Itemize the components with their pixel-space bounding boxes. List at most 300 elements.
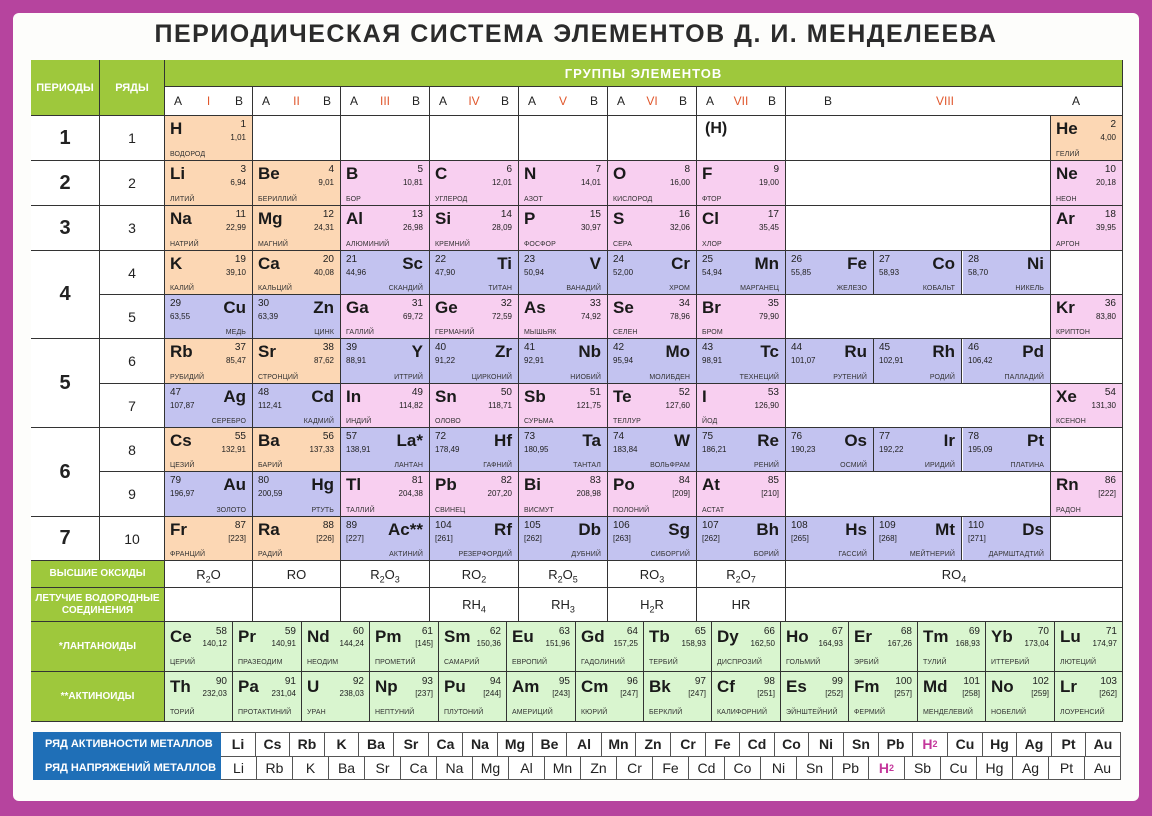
element-h[interactable] [165, 116, 253, 161]
element-mass: 87,62 [313, 356, 334, 365]
period-number: 4 [31, 251, 99, 338]
element-ru[interactable] [786, 339, 874, 384]
element-li[interactable] [165, 161, 253, 206]
element-symbol: I [702, 387, 707, 406]
element-na[interactable] [165, 206, 253, 251]
element-mass: 127,60 [665, 401, 690, 410]
element-symbol: Os [844, 431, 867, 450]
element-au[interactable] [165, 472, 253, 517]
element-si[interactable] [430, 206, 519, 251]
element-ca[interactable] [253, 251, 341, 295]
element-v[interactable] [519, 251, 608, 295]
element-number: 107 [702, 520, 719, 531]
group-roman-label: III [379, 94, 390, 108]
actinides-cf[interactable] [712, 672, 781, 722]
row-number: 5 [100, 295, 164, 338]
element-he[interactable] [1051, 116, 1123, 161]
element-symbol: Sr [258, 342, 276, 361]
element-mass: 137,33 [309, 445, 334, 454]
element-number: 64 [626, 626, 638, 637]
element-ga[interactable] [341, 295, 430, 339]
element-mt[interactable] [874, 517, 962, 561]
group-subheader-5 [519, 87, 608, 116]
element-number: 105 [524, 520, 541, 531]
element-name: ГЕЛИЙ [1056, 151, 1080, 158]
element-mass: 4,00 [1100, 133, 1116, 142]
element-symbol: Ac** [388, 520, 423, 539]
element-number: 1 [240, 119, 246, 130]
element-symbol: Hs [845, 520, 867, 539]
hydrogen-subscript: 2 [932, 739, 938, 749]
element-mg[interactable] [253, 206, 341, 251]
element-symbol: Br [702, 298, 721, 317]
lanthanides-er[interactable] [849, 622, 918, 672]
element-nb[interactable] [519, 339, 608, 384]
element-bh[interactable] [697, 517, 786, 561]
element-name: ЦИРКОНИЙ [471, 374, 512, 381]
element-name: ПАЛЛАДИЙ [1004, 374, 1044, 381]
lanthanides-nd[interactable] [302, 622, 370, 672]
oxides-1 [165, 561, 253, 588]
element-name: КРЕМНИЙ [435, 241, 471, 248]
element-symbol: Au [223, 475, 246, 494]
element-h2[interactable] [697, 116, 786, 161]
element-symbol: Mn [754, 254, 779, 273]
activity-series-item: Hg [983, 732, 1017, 756]
element-kr[interactable] [1051, 295, 1123, 339]
lanthanides-dy[interactable] [712, 622, 781, 672]
actinides-es[interactable] [781, 672, 849, 722]
element-ti[interactable] [430, 251, 519, 295]
actinides-np[interactable] [370, 672, 439, 722]
activity-series-item: Be [533, 732, 567, 756]
group-a-label: A [706, 94, 715, 108]
lanthanides-eu[interactable] [507, 622, 576, 672]
element-name: ПОЛОНИЙ [613, 507, 650, 514]
lanthanides-pm[interactable] [370, 622, 439, 672]
element-cr[interactable] [608, 251, 697, 295]
period-6 [31, 428, 100, 517]
element-symbol: W [673, 431, 690, 450]
actinides-am[interactable] [507, 672, 576, 722]
element-tc[interactable] [697, 339, 786, 384]
element-symbol: Bk [649, 677, 671, 696]
element-number: 56 [322, 431, 334, 442]
lanthanides-ho[interactable] [781, 622, 849, 672]
element-k[interactable] [165, 251, 253, 295]
lanthanides-tb[interactable] [644, 622, 712, 672]
element-hf[interactable] [430, 428, 519, 472]
element-mass: 196,97 [170, 489, 195, 498]
element-ta[interactable] [519, 428, 608, 472]
element-number: 68 [900, 626, 912, 637]
empty-cell [786, 295, 1051, 339]
element-xe[interactable] [1051, 384, 1123, 428]
element-name: НЕПТУНИЙ [375, 709, 415, 716]
element-pt[interactable] [963, 428, 1051, 472]
element-mass: 232,03 [202, 689, 227, 698]
element-name: НИОБИЙ [570, 374, 601, 381]
element-name: ТЕЛЛУР [613, 418, 641, 425]
element-symbol: Eu [512, 627, 534, 646]
hydrides-formula [430, 597, 518, 615]
oxides-formula [341, 567, 429, 585]
oxides-5 [519, 561, 608, 588]
element-name: ГАФНИЙ [483, 462, 512, 469]
element-name: ФТОР [702, 196, 722, 203]
element-hg[interactable] [253, 472, 341, 517]
element-mass: 83,80 [1095, 312, 1116, 321]
element-name: КИСЛОРОД [613, 196, 653, 203]
element-mass: 24,31 [313, 223, 334, 232]
lanthanides-pr[interactable] [233, 622, 302, 672]
element-be[interactable] [253, 161, 341, 206]
element-as[interactable] [519, 295, 608, 339]
element-po[interactable] [608, 472, 697, 517]
element-mass: 132,91 [221, 445, 246, 454]
element-symbol: Rn [1056, 475, 1079, 494]
element-mass: [271] [968, 534, 986, 543]
element-mass: 22,99 [225, 223, 246, 232]
activity-series-item: Cr [671, 732, 706, 756]
element-name: ПЛУТОНИЙ [444, 709, 484, 716]
element-ac[interactable] [341, 517, 430, 561]
element-b[interactable] [341, 161, 430, 206]
actinides-u[interactable] [302, 672, 370, 722]
element-number: 4 [328, 164, 334, 175]
element-number: 90 [215, 676, 227, 687]
element-mass: 28,09 [491, 223, 512, 232]
group-subheader-6 [608, 87, 697, 116]
element-mn[interactable] [697, 251, 786, 295]
element-number: 35 [767, 298, 779, 309]
element-rb[interactable] [165, 339, 253, 384]
element-symbol: Ta [582, 431, 601, 450]
element-symbol: No [991, 677, 1014, 696]
element-number: 43 [702, 342, 714, 353]
element-name: МЕНДЕЛЕВИЙ [923, 709, 973, 716]
element-name: МЫШЬЯК [524, 329, 557, 336]
element-number: 98 [763, 676, 775, 687]
element-symbol: Si [435, 209, 452, 228]
oxides-2 [253, 561, 341, 588]
element-name: ТЕРБИЙ [649, 659, 678, 666]
element-ni[interactable] [963, 251, 1051, 295]
element-pb[interactable] [430, 472, 519, 517]
lanthanides-lu[interactable] [1055, 622, 1123, 672]
actinides-pu[interactable] [439, 672, 507, 722]
element-symbol: Ag [223, 387, 246, 406]
element-number: 37 [234, 342, 246, 353]
element-number: 27 [879, 254, 891, 265]
element-br[interactable] [697, 295, 786, 339]
actinides-md[interactable] [918, 672, 986, 722]
element-w[interactable] [608, 428, 697, 472]
element-name: ДУБНИЙ [571, 551, 601, 558]
hydrides-label-text: ЛЕТУЧИЕ ВОДОРОДНЫЕ СОЕДИНЕНИЯ [35, 593, 160, 616]
element-mass: [262] [702, 534, 720, 543]
period-number: 6 [31, 428, 99, 516]
element-symbol: Na [170, 209, 192, 228]
activity-series-item: Ni [809, 732, 844, 756]
element-name: ПРАЗЕОДИМ [238, 659, 283, 666]
element-symbol: Nd [307, 627, 330, 646]
element-number: 110 [968, 520, 984, 531]
voltage-series-item: K [293, 756, 329, 780]
element-cu[interactable] [165, 295, 253, 339]
element-ds[interactable] [963, 517, 1051, 561]
element-symbol: Md [923, 677, 948, 696]
formula-base: RH [551, 597, 570, 612]
element-ra[interactable] [253, 517, 341, 561]
element-rf[interactable] [430, 517, 519, 561]
element-symbol: Sc [402, 254, 423, 273]
element-number: 57 [346, 431, 358, 442]
element-symbol: Li [170, 164, 186, 183]
oxides-formula [786, 567, 1122, 585]
activity-series-item: Cu [948, 732, 983, 756]
element-number: 44 [791, 342, 803, 353]
actinides-pa[interactable] [233, 672, 302, 722]
element-name: УГЛЕРОД [435, 196, 468, 203]
element-mass: 39,95 [1095, 223, 1116, 232]
element-name: АСТАТ [702, 507, 725, 514]
element-name: КРИПТОН [1056, 329, 1090, 336]
element-number: 62 [489, 626, 501, 637]
lanthanides-tm[interactable] [918, 622, 986, 672]
element-sb[interactable] [519, 384, 608, 428]
element-mass: 98,91 [702, 356, 723, 365]
lanthanides-yb[interactable] [986, 622, 1055, 672]
period-number: 3 [31, 206, 99, 250]
row-3 [100, 206, 165, 251]
oxides-8 [786, 561, 1123, 588]
element-hs[interactable] [786, 517, 874, 561]
group-b-label: B [824, 94, 833, 108]
element-i[interactable] [697, 384, 786, 428]
element-name: СЕРЕБРО [211, 418, 246, 425]
element-p[interactable] [519, 206, 608, 251]
element-rh[interactable] [874, 339, 962, 384]
element-number: 18 [1104, 209, 1116, 220]
voltage-series-item: Ba [329, 756, 365, 780]
element-name: РЕНИЙ [754, 462, 779, 469]
lanthanides-gd[interactable] [576, 622, 644, 672]
actinides-fm[interactable] [849, 672, 918, 722]
row-6 [100, 339, 165, 384]
element-o[interactable] [608, 161, 697, 206]
voltage-series-item: Sr [365, 756, 401, 780]
element-symbol: Pb [435, 475, 457, 494]
element-mass: 54,94 [702, 268, 723, 277]
element-symbol: Pd [1022, 342, 1044, 361]
element-db[interactable] [519, 517, 608, 561]
formula-mid: R [654, 597, 664, 612]
element-mass: [145] [415, 639, 433, 648]
element-cl[interactable] [697, 206, 786, 251]
element-al[interactable] [341, 206, 430, 251]
element-mass: [251] [757, 689, 775, 698]
element-name: ГАДОЛИНИЙ [581, 659, 625, 666]
oxides-formula [253, 567, 340, 585]
element-zr[interactable] [430, 339, 519, 384]
element-symbol: Pu [444, 677, 466, 696]
actinides-bk[interactable] [644, 672, 712, 722]
element-se[interactable] [608, 295, 697, 339]
element-symbol: Xe [1056, 387, 1077, 406]
element-ir[interactable] [874, 428, 962, 472]
actinides-th[interactable] [165, 672, 233, 722]
element-name: МЕДЬ [225, 329, 246, 336]
element-cs[interactable] [165, 428, 253, 472]
group-subheader-8 [786, 87, 1123, 116]
element-sr[interactable] [253, 339, 341, 384]
element-name: ЦЕЗИЙ [170, 462, 195, 469]
element-fr[interactable] [165, 517, 253, 561]
element-mass: 107,87 [170, 401, 195, 410]
element-ne[interactable] [1051, 161, 1123, 206]
element-ge[interactable] [430, 295, 519, 339]
element-number: 99 [831, 676, 843, 687]
lanthanides-ce[interactable] [165, 622, 233, 672]
element-sc[interactable] [341, 251, 430, 295]
formula-base: R [726, 566, 736, 582]
element-sn[interactable] [430, 384, 519, 428]
element-la[interactable] [341, 428, 430, 472]
empty-cell [786, 161, 1051, 206]
element-symbol: Ti [497, 254, 512, 273]
element-name: КЮРИЙ [581, 709, 608, 716]
element-symbol: F [702, 164, 713, 183]
element-name: БОРИЙ [753, 551, 779, 558]
oxides-formula [165, 567, 252, 585]
element-number: 106 [613, 520, 630, 531]
element-name: СЕЛЕН [613, 329, 638, 336]
group-b-label: B [411, 94, 420, 108]
element-number: 53 [767, 387, 779, 398]
formula-base: R [548, 566, 558, 582]
activity-series-item: Ag [1017, 732, 1052, 756]
element-symbol: As [524, 298, 546, 317]
element-symbol: Zn [313, 298, 334, 317]
formula-base: RO [941, 566, 962, 582]
oxides-3 [341, 561, 430, 588]
element-re[interactable] [697, 428, 786, 472]
element-name: ТОРИЙ [170, 709, 195, 716]
element-number: 67 [831, 626, 843, 637]
actinides-lr[interactable] [1055, 672, 1123, 722]
element-mo[interactable] [608, 339, 697, 384]
row-number: 9 [100, 472, 164, 516]
element-number: 74 [613, 431, 625, 442]
element-cd[interactable] [253, 384, 341, 428]
element-tl[interactable] [341, 472, 430, 517]
hydrides-3 [341, 588, 430, 622]
row-1 [100, 116, 165, 161]
element-mass: 19,00 [758, 178, 779, 187]
group-a-label: A [174, 94, 183, 108]
element-ar[interactable] [1051, 206, 1123, 251]
oxides-label-text: ВЫСШИЕ ОКСИДЫ [49, 568, 146, 580]
element-rn[interactable] [1051, 472, 1123, 517]
element-mass: [259] [1031, 689, 1049, 698]
element-symbol: Ra [258, 520, 280, 539]
actinides-cm[interactable] [576, 672, 644, 722]
activity-series-item: Na [463, 732, 498, 756]
element-ba[interactable] [253, 428, 341, 472]
element-name: МАРГАНЕЦ [740, 285, 779, 292]
element-name: ОСМИЙ [840, 462, 867, 469]
element-te[interactable] [608, 384, 697, 428]
element-symbol: Kr [1056, 298, 1075, 317]
row-number: 6 [100, 339, 164, 383]
element-at[interactable] [697, 472, 786, 517]
formula-mid: O [740, 566, 751, 582]
element-y[interactable] [341, 339, 430, 384]
element-name: ЕВРОПИЙ [512, 659, 548, 666]
element-name: СВИНЕЦ [435, 507, 466, 514]
rows-header [100, 60, 165, 116]
element-c[interactable] [430, 161, 519, 206]
element-name: СЕРА [613, 241, 632, 248]
formula-sub: 2 [481, 574, 487, 585]
empty-cell [786, 472, 1051, 517]
element-name: ИРИДИЙ [924, 462, 955, 469]
element-zn[interactable] [253, 295, 341, 339]
period-2 [31, 161, 100, 206]
activity-series-item: Au [1086, 732, 1121, 756]
element-number: 71 [1105, 626, 1117, 637]
element-mass: 91,22 [435, 356, 456, 365]
element-number: 81 [411, 475, 423, 486]
element-fe[interactable] [786, 251, 874, 295]
element-mass: 173,04 [1024, 639, 1049, 648]
actinides-no[interactable] [986, 672, 1055, 722]
voltage-series-item: Au [1085, 756, 1121, 780]
element-ag[interactable] [165, 384, 253, 428]
element-sg[interactable] [608, 517, 697, 561]
element-pd[interactable] [963, 339, 1051, 384]
element-mass: [252] [825, 689, 843, 698]
element-in[interactable] [341, 384, 430, 428]
group-roman-label: II [293, 94, 300, 108]
element-name: РУТЕНИЙ [833, 374, 867, 381]
row-2 [100, 161, 165, 206]
element-number: 14 [500, 209, 512, 220]
element-number: 46 [968, 342, 980, 353]
element-bi[interactable] [519, 472, 608, 517]
element-f[interactable] [697, 161, 786, 206]
element-symbol: Er [854, 627, 872, 646]
element-symbol: Ds [1022, 520, 1044, 539]
element-number: 55 [234, 431, 246, 442]
row-7 [100, 384, 165, 428]
lanthanides-sm[interactable] [439, 622, 507, 672]
element-symbol: S [613, 209, 625, 228]
element-symbol: Cm [581, 677, 609, 696]
element-mass: 192,22 [879, 445, 904, 454]
element-mass: 140,91 [271, 639, 296, 648]
element-name: ЖЕЛЕЗО [836, 285, 867, 292]
element-n[interactable] [519, 161, 608, 206]
hydrides-label [31, 588, 165, 622]
element-s[interactable] [608, 206, 697, 251]
group-subheader-2 [253, 87, 341, 116]
element-co[interactable] [874, 251, 962, 295]
element-os[interactable] [786, 428, 874, 472]
oxides-formula [430, 567, 518, 585]
element-mass: 35,45 [758, 223, 779, 232]
